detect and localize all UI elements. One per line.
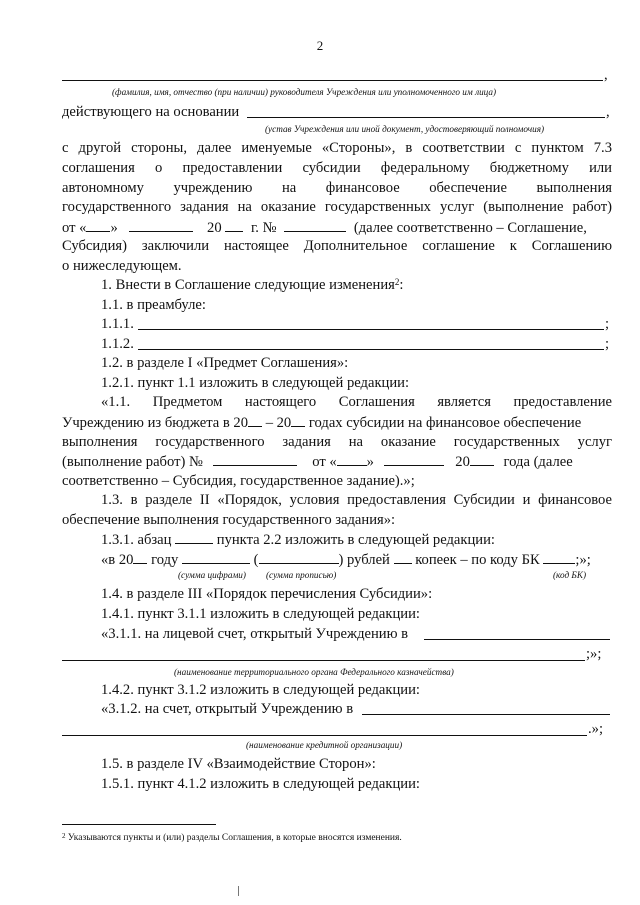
date-from: от « [62,220,87,236]
clause-1-1-line-4 [62,452,612,471]
budget-year-from: Учреждению из бюджета в 20 [62,415,249,431]
subsidy-text: годах субсидии на финансовое обеспечение [308,415,582,431]
item-1-1-1-blank [138,329,604,330]
year-to-blank [291,413,305,427]
caption-sum-words: (сумма прописью) [266,570,337,580]
item-1-1-1: 1.1.1. [101,316,134,332]
day-blank [86,218,110,232]
line-2-comma: , [606,104,610,120]
line-1-comma: , [604,67,608,83]
line-2-basis: действующего на основании [62,104,240,120]
para-line-4: соглашения о предоставлении субсидии федеральному бюджетному или [62,160,612,176]
footnote-ref: 2 [394,277,400,287]
item-1-4: 1.4. в разделе III «Порядок перечисления Субсидии»: [101,586,433,602]
item-1-1-2: 1.1.2. [101,336,134,352]
clause-1-1-line-5: соответственно – Субсидия, государственное задание).»; [62,473,415,489]
clause-1-1-line-2 [62,413,612,432]
amount-words-blank [259,550,339,564]
caption-treasury-body: (наименование территориального органа Федерального казначейства) [174,667,454,677]
kopecks-blank [394,550,412,564]
caption-bk-code: (код БК) [553,570,587,580]
item-1-4-2: 1.4.2. пункт 3.1.2 изложить в следующей редакции: [101,682,420,698]
paragraph-label: 1.3.1. абзац [101,532,172,548]
item-1-3-1-text: пункта 2.2 изложить в следующей редакции: [216,532,495,548]
task-day-blank [337,452,367,466]
month-blank [129,218,193,232]
clause-3-1-2: «3.1.2. на счет, открытый Учреждению в [101,701,354,717]
amount-digits-blank [182,550,250,564]
clause-1-1-line-1: «1.1. Предметом настоящего Соглашения является предоставление [101,394,612,410]
caption-basis-doc: (устав Учреждения или иной документ, удостоверяющий полномочия) [265,124,545,134]
item-1-4-1: 1.4.1. пункт 3.1.1 изложить в следующей редакции: [101,606,420,622]
credit-org-blank-1 [362,714,610,715]
task-date-from: от « [312,454,337,470]
caption-sum-digits: (сумма цифрами) [178,570,246,580]
task-year-blank [470,452,494,466]
clause-3-1-1-end: ;»; [586,646,602,662]
item-1-3-cont: обеспечение выполнения государственного задания»: [62,512,396,528]
item-1-1-2-semicolon: ; [605,336,610,352]
basis-blank [247,117,605,118]
footnote-mark: 2 [62,832,66,840]
item-1-1-2-blank [138,349,604,350]
amount-year-label: году [151,552,179,568]
task-hereinafter: года (далее [503,454,573,470]
number-label: г. № [250,220,277,236]
bk-code-label: копеек – по коду БК [415,552,540,568]
item-1-5-1: 1.5.1. пункт 4.1.2 изложить в следующей редакции: [101,776,420,792]
scan-mark [238,886,239,896]
task-date-quote: » [366,454,374,470]
paragraph-blank [175,530,213,544]
year-from-blank [248,413,262,427]
para-line-5: автономному учреждению на финансовое обеспечение выполнения [62,180,612,196]
item-1-text: 1. Внести в Соглашение следующие изменения [101,277,395,293]
amount-line-end: ;»; [575,552,591,568]
hereinafter-text: (далее соответственно – Соглашение, [353,220,587,236]
item-1-2-1: 1.2.1. пункт 1.1 изложить в следующей редакции: [101,375,410,391]
item-1-2: 1.2. в разделе I «Предмет Соглашения»: [101,355,349,371]
credit-org-blank-2 [62,735,587,736]
item-1-1: 1.1. в преамбуле: [101,297,206,313]
caption-credit-org: (наименование кредитной организации) [246,740,403,750]
task-month-blank [384,452,444,466]
budget-year-to: – 20 [265,415,292,431]
para-line-7 [62,218,612,237]
task-number-blank [213,452,297,466]
treasury-blank-1 [424,639,610,640]
head-name-blank [62,80,603,81]
item-1-3: 1.3. в разделе II «Порядок, условия предоставления Субсидии и финансовое [101,492,612,508]
item-1-1-1-semicolon: ; [605,316,610,332]
footnote-text: Указываются пункты и (или) разделы Соглашения, в которые вносятся изменения. [67,833,402,843]
para-line-9: о нижеследующем. [62,258,182,274]
year-prefix: 20 [207,220,222,236]
bk-code-blank [543,550,575,564]
rubles-label: ) рублей [338,552,390,568]
para-line-6: государственного задания на оказание государственных услуг (выполнение работ) [62,199,612,215]
amount-year-blank [133,550,147,564]
year-blank [225,218,243,232]
item-1-5: 1.5. в разделе IV «Взаимодействие Сторон»: [101,756,376,772]
item-1-colon: : [399,277,404,293]
para-line-3: с другой стороны, далее именуемые «Стороны», в соответствии с пунктом 7.3 [62,140,612,156]
footnote-rule [62,824,216,825]
treasury-blank-2 [62,660,585,661]
amount-line [101,550,621,569]
amount-open-paren: ( [253,552,259,568]
caption-head-fio: (фамилия, имя, отчество (при наличии) руководителя Учреждения или уполномоченного им лица) [112,87,497,97]
clause-3-1-2-end: .»; [588,721,603,737]
item-1 [101,276,601,294]
number-blank [284,218,346,232]
task-year-prefix: 20 [455,454,470,470]
amount-year-prefix: «в 20 [101,552,134,568]
page-number: 2 [316,38,324,53]
item-1-3-1 [101,530,601,549]
para-line-8: Субсидия) заключили настоящее Дополнительное соглашение к Соглашению [62,238,612,254]
footnote [62,832,402,844]
clause-1-1-line-3: выполнения государственного задания на оказание государственных услуг [62,434,612,450]
date-quote: » [110,220,118,236]
task-number-label: (выполнение работ) № [62,454,203,470]
clause-3-1-1: «3.1.1. на лицевой счет, открытый Учреждению в [101,626,409,642]
